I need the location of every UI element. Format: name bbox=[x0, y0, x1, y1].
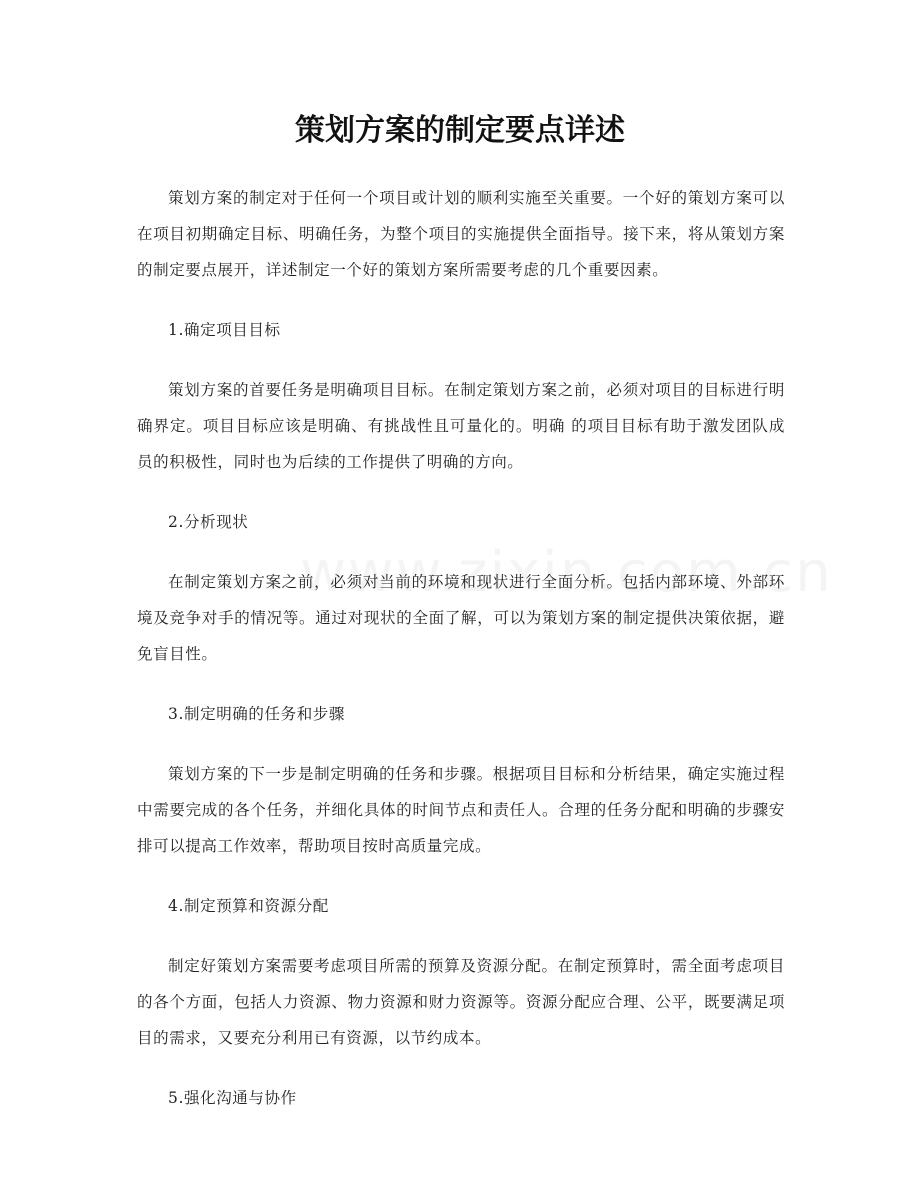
section-heading-4: 4.制定预算和资源分配 bbox=[168, 897, 329, 915]
section-heading-2: 2.分析现状 bbox=[168, 513, 249, 531]
section-heading-1: 1.确定项目目标 bbox=[168, 321, 281, 339]
section-heading-3: 3.制定明确的任务和步骤 bbox=[168, 705, 345, 723]
document-title: 策划方案的制定要点详述 bbox=[295, 113, 625, 148]
section-body-3: 策划方案的下一步是制定明确的任务和步骤。根据项目目标和分析结果，确定实施过程中需要完成的各个任务，并细化具体的时间节点和责任人。合理的任务分配和明确的步骤安排可以提高工作效率，帮助项目按时高质量完成。 bbox=[137, 765, 785, 855]
document-body bbox=[137, 180, 785, 1140]
section-body-4: 制定好策划方案需要考虑项目所需的预算及资源分配。在制定预算时，需全面考虑项目的各个方面，包括人力资源、物力资源和财力资源等。资源分配应合理、公平，既要满足项目的需求，又要充分利用已有资源，以节约成本。 bbox=[137, 957, 785, 1047]
section-heading-5: 5.强化沟通与协作 bbox=[168, 1089, 297, 1107]
intro-paragraph: 策划方案的制定对于任何一个项目或计划的顺利实施至关重要。一个好的策划方案可以在项目初期确定目标、明确任务，为整个项目的实施提供全面指导。接下来，将从策划方案的制定要点展开，详述制定一个好的策划方案所需要考虑的几个重要因素。 bbox=[137, 189, 785, 279]
section-body-1: 策划方案的首要任务是明确项目目标。在制定策划方案之前，必须对项目的目标进行明确界定。项目目标应该是明确、有挑战性且可量化的。明确 的项目目标有助于激发团队成员的积极性，同时也为后续的工作提供了明确的方向。 bbox=[137, 381, 785, 471]
section-body-2: 在制定策划方案之前，必须对当前的环境和现状进行全面分析。包括内部环境、外部环境及竞争对手的情况等。通过对现状的全面了解，可以为策划方案的制定提供决策依据，避免盲目性。 bbox=[137, 573, 785, 663]
